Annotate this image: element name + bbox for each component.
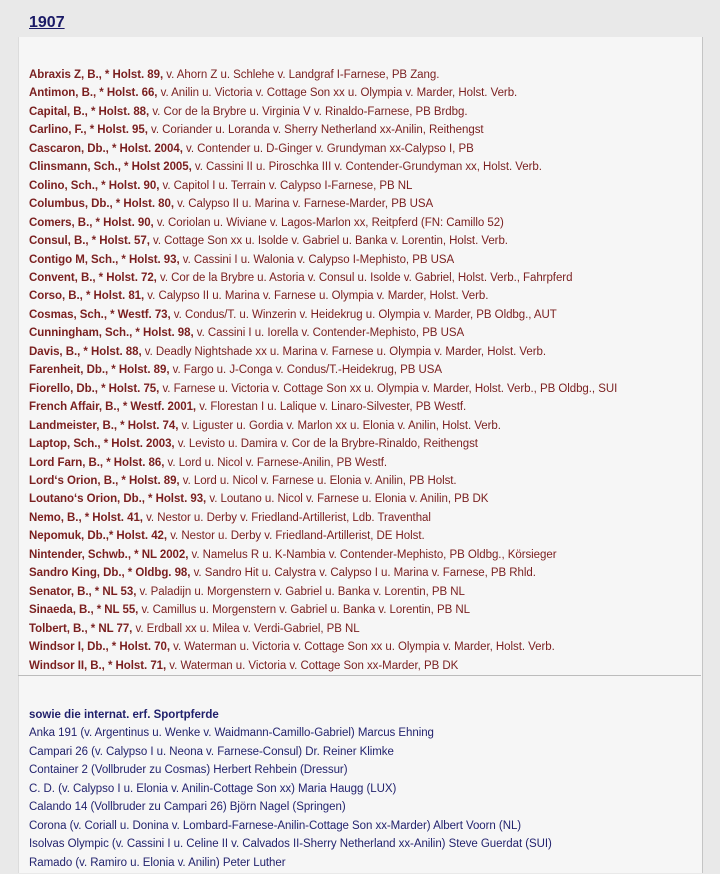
horse-name: Windsor I, Db., * Holst. 70, bbox=[29, 641, 170, 654]
horse-name: Davis, B., * Holst. 88, bbox=[29, 345, 142, 358]
horse-name: Laptop, Sch., * Holst. 2003, bbox=[29, 438, 175, 451]
sport-horse-entry: Calando 14 (Vollbruder zu Campari 26) Björn Nagel (Springen) bbox=[29, 801, 346, 814]
horse-entry bbox=[29, 398, 617, 416]
horse-entry bbox=[29, 472, 617, 490]
horse-name: Farenheit, Db., * Holst. 89, bbox=[29, 364, 170, 377]
sport-horse-entry: Corona (v. Coriall u. Donina v. Lombard-Farnese-Anilin-Cottage Son xx-Marder) Albert Voorn (NL) bbox=[29, 819, 522, 832]
horse-entry bbox=[29, 583, 617, 601]
horse-detail: v. Calypso II u. Marina v. Farnese u. Olympia v. Marder, Holst. Verb. bbox=[144, 290, 489, 303]
horse-name: Tolbert, B., * NL 77, bbox=[29, 622, 133, 635]
horse-entry bbox=[29, 269, 617, 287]
horse-detail: v. Anilin u. Victoria v. Cottage Son xx u. Olympia v. Marder, Holst. Verb. bbox=[157, 87, 518, 100]
horse-entry bbox=[29, 343, 617, 361]
sport-horse-entry: Isolvas Olympic (v. Cassini I u. Celine II v. Calvados II-Sherry Netherland xx-Anilin) Steve Guerdat (SUI) bbox=[29, 838, 552, 851]
horse-entry bbox=[29, 527, 617, 545]
horse-name: Nemo, B., * Holst. 41, bbox=[29, 511, 143, 524]
horse-detail: v. Farnese u. Victoria v. Cottage Son xx u. Olympia v. Marder, Holst. Verb., PB Oldbg., SUI bbox=[159, 382, 618, 395]
horse-detail: v. Paladijn u. Morgenstern v. Gabriel u. Banka v. Lorentin, PB NL bbox=[136, 585, 465, 598]
horse-entry bbox=[29, 214, 617, 232]
horse-entry bbox=[29, 620, 617, 638]
horse-entry bbox=[29, 380, 617, 398]
horse-list bbox=[29, 66, 617, 675]
section-divider bbox=[18, 675, 701, 676]
horse-entry bbox=[29, 601, 617, 619]
horse-detail: v. Fargo u. J-Conga v. Condus/T.-Heidekrug, PB USA bbox=[169, 364, 442, 377]
horse-name: Windsor II, B., * Holst. 71, bbox=[29, 659, 167, 672]
horse-entry bbox=[29, 546, 617, 564]
horse-detail: v. Waterman u. Victoria v. Cottage Son xx-Marder, PB DK bbox=[166, 659, 459, 672]
horse-entry bbox=[29, 509, 617, 527]
horse-detail: v. Lord u. Nicol v. Farnese-Anilin, PB Westf. bbox=[164, 456, 388, 469]
horse-entry bbox=[29, 417, 617, 435]
horse-detail: v. Deadly Nightshade xx u. Marina v. Farnese u. Olympia v. Marder, Holst. Verb. bbox=[141, 345, 547, 358]
horse-detail: v. Cassini I u. Iorella v. Contender-Mephisto, PB USA bbox=[193, 327, 465, 340]
horse-name: Fiorello, Db., * Holst. 75, bbox=[29, 382, 160, 395]
horse-detail: v. Ahorn Z u. Schlehe v. Landgraf I-Farnese, PB Zang. bbox=[163, 69, 440, 81]
horse-name: Columbus, Db., * Holst. 80, bbox=[29, 198, 174, 211]
horse-name: Colino, Sch., * Holst. 90, bbox=[29, 179, 160, 192]
horse-entry bbox=[29, 177, 617, 195]
horse-detail: v. Nestor u. Derby v. Friedland-Artillerist, Ldb. Traventhal bbox=[142, 511, 431, 524]
horse-entry bbox=[29, 158, 617, 176]
horse-entry bbox=[29, 121, 617, 139]
horse-name: Nepomuk, Db.,* Holst. 42, bbox=[29, 530, 168, 543]
horse-entry bbox=[29, 287, 617, 305]
horse-detail: v. Loutano u. Nicol v. Farnese u. Elonia v. Anilin, PB DK bbox=[206, 493, 489, 506]
horse-detail: v. Capitol I u. Terrain v. Calypso I-Farnese, PB NL bbox=[159, 179, 413, 192]
horse-name: Consul, B., * Holst. 57, bbox=[29, 235, 150, 248]
horse-name: Cascaron, Db., * Holst. 2004, bbox=[29, 142, 183, 155]
horse-name: Contigo M, Sch., * Holst. 93, bbox=[29, 253, 180, 266]
horse-entry bbox=[29, 195, 617, 213]
horse-detail: v. Sandro Hit u. Calystra v. Calypso I u. Marina v. Farnese, PB Rhld. bbox=[190, 567, 536, 580]
horse-name: Sinaeda, B., * NL 55, bbox=[29, 604, 139, 617]
horse-name: Landmeister, B., * Holst. 74, bbox=[29, 419, 179, 432]
horse-name: Abraxis Z, B., * Holst. 89, bbox=[29, 69, 164, 81]
horse-entry bbox=[29, 564, 617, 582]
horse-detail: v. Cor de la Brybre u. Astoria v. Consul u. Isolde v. Gabriel, Holst. Verb., Fahrpferd bbox=[156, 271, 573, 284]
horse-detail: v. Liguster u. Gordia v. Marlon xx u. Elonia v. Anilin, Holst. Verb. bbox=[178, 419, 501, 432]
year-heading[interactable]: 1907 bbox=[29, 14, 65, 31]
horse-name: Cunningham, Sch., * Holst. 98, bbox=[29, 327, 194, 340]
horse-detail: v. Florestan I u. Lalique v. Linaro-Silvester, PB Westf. bbox=[196, 401, 467, 414]
horse-detail: v. Cassini II u. Piroschka III v. Contender-Grundyman xx, Holst. Verb. bbox=[191, 161, 542, 174]
horse-entry bbox=[29, 84, 617, 102]
horse-name: Sandro King, Db., * Oldbg. 98, bbox=[29, 567, 191, 580]
horse-entry bbox=[29, 232, 617, 250]
horse-entry bbox=[29, 638, 617, 656]
horse-detail: v. Nestor u. Derby v. Friedland-Artillerist, DE Holst. bbox=[167, 530, 425, 543]
horse-detail: v. Camillus u. Morgenstern v. Gabriel u. Banka v. Lorentin, PB NL bbox=[138, 604, 470, 617]
horse-entry bbox=[29, 454, 617, 472]
horse-detail: v. Calypso II u. Marina v. Farnese-Marder, PB USA bbox=[173, 198, 434, 211]
horse-detail: v. Cor de la Brybre u. Virginia V v. Rinaldo-Farnese, PB Brdbg. bbox=[149, 105, 468, 118]
horse-name: Convent, B., * Holst. 72, bbox=[29, 271, 157, 284]
horse-entry bbox=[29, 324, 617, 342]
horse-name: Cosmas, Sch., * Westf. 73, bbox=[29, 308, 171, 321]
sport-horse-entry: Ramado (v. Ramiro u. Elonia v. Anilin) Peter Luther bbox=[29, 856, 286, 869]
horse-entry bbox=[29, 140, 617, 158]
horse-detail: v. Levisto u. Damira v. Cor de la Brybre-Rinaldo, Reithengst bbox=[174, 438, 478, 451]
sport-horses-section bbox=[29, 706, 552, 872]
horse-detail: v. Contender u. D-Ginger v. Grundyman xx-Calypso I, PB bbox=[182, 142, 474, 155]
horse-name: Loutano‘s Orion, Db., * Holst. 93, bbox=[29, 493, 207, 506]
sport-horse-list bbox=[29, 724, 552, 872]
horse-name: Corso, B., * Holst. 81, bbox=[29, 290, 145, 303]
horse-entry bbox=[29, 251, 617, 269]
horse-entry bbox=[29, 306, 617, 324]
sport-horses-title: sowie die internat. erf. Sportpferde bbox=[29, 709, 219, 721]
horse-detail: v. Lord u. Nicol v. Farnese u. Elonia v. Anilin, PB Holst. bbox=[179, 474, 457, 487]
sport-horse-entry: Anka 191 (v. Argentinus u. Wenke v. Waidmann-Camillo-Gabriel) Marcus Ehning bbox=[29, 727, 434, 740]
sport-horse-entry: C. D. (v. Calypso I u. Elonia v. Anilin-Cottage Son xx) Maria Haugg (LUX) bbox=[29, 782, 397, 795]
horse-entry bbox=[29, 490, 617, 508]
horse-detail: v. Cottage Son xx u. Isolde v. Gabriel u. Banka v. Lorentin, Holst. Verb. bbox=[149, 235, 508, 248]
sport-horse-entry: Container 2 (Vollbruder zu Cosmas) Herbert Rehbein (Dressur) bbox=[29, 764, 348, 777]
horse-name: Comers, B., * Holst. 90, bbox=[29, 216, 154, 229]
horse-detail: v. Waterman u. Victoria v. Cottage Son xx u. Olympia v. Marder, Holst. Verb. bbox=[170, 641, 555, 654]
horse-detail: v. Coriander u. Loranda v. Sherry Netherland xx-Anilin, Reithengst bbox=[147, 124, 484, 137]
horse-name: Lord Farn, B., * Holst. 86, bbox=[29, 456, 165, 469]
horse-name: French Affair, B., * Westf. 2001, bbox=[29, 401, 197, 414]
horse-name: Antimon, B., * Holst. 66, bbox=[29, 87, 158, 100]
horse-detail: v. Erdball xx u. Milea v. Verdi-Gabriel, PB NL bbox=[132, 622, 360, 635]
horse-name: Senator, B., * NL 53, bbox=[29, 585, 137, 598]
horse-name: Lord‘s Orion, B., * Holst. 89, bbox=[29, 474, 180, 487]
horse-entry bbox=[29, 657, 617, 675]
horse-entry bbox=[29, 361, 617, 379]
horse-name: Carlino, F., * Holst. 95, bbox=[29, 124, 148, 137]
horse-name: Nintender, Schwb., * NL 2002, bbox=[29, 548, 189, 561]
horse-detail: v. Namelus R u. K-Nambia v. Contender-Mephisto, PB Oldbg., Körsieger bbox=[188, 548, 557, 561]
horse-entry bbox=[29, 435, 617, 453]
horse-detail: v. Cassini I u. Walonia v. Calypso I-Mephisto, PB USA bbox=[179, 253, 455, 266]
horse-entry bbox=[29, 103, 617, 121]
sport-horse-entry: Campari 26 (v. Calypso I u. Neona v. Farnese-Consul) Dr. Reiner Klimke bbox=[29, 745, 394, 758]
horse-name: Clinsmann, Sch., * Holst 2005, bbox=[29, 161, 192, 174]
horse-entry bbox=[29, 66, 617, 84]
horse-detail: v. Condus/T. u. Winzerin v. Heidekrug u. Olympia v. Marder, PB Oldbg., AUT bbox=[170, 308, 557, 321]
horse-detail: v. Coriolan u. Wiviane v. Lagos-Marlon xx, Reitpferd (FN: Camillo 52) bbox=[153, 216, 504, 229]
horse-name: Capital, B., * Holst. 88, bbox=[29, 105, 150, 118]
